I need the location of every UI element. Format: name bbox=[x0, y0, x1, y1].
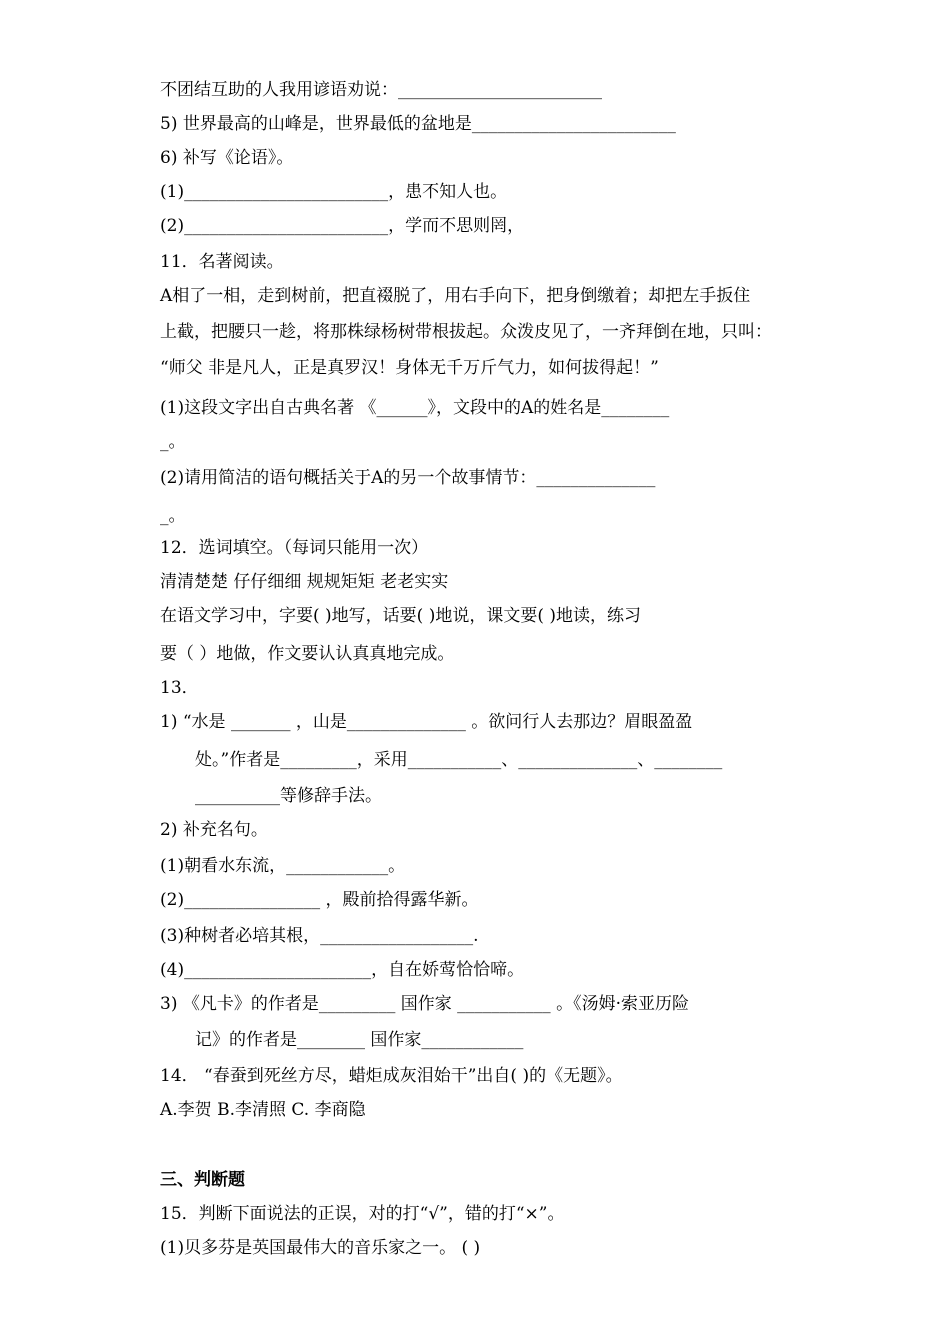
text-line: 要（ ）地做，作文要认认真真地完成。 bbox=[160, 644, 455, 664]
text-line: (4)______________________，自在娇莺恰恰啼。 bbox=[160, 960, 525, 980]
text-line: 处。”作者是_________，采用___________、______________、________ bbox=[195, 750, 723, 770]
passage-line: A相了一相，走到树前，把直裰脱了，用右手向下，把身倒缴着；却把左手扳住 bbox=[160, 286, 751, 306]
text-line: 5) 世界最高的山峰是，世界最低的盆地是________________________ bbox=[160, 114, 676, 134]
text-line: (1)朝看水东流，____________。 bbox=[160, 856, 406, 876]
text-line: _。 bbox=[160, 432, 186, 452]
text-line: 不团结互助的人我用谚语劝说：________________________ bbox=[160, 80, 602, 100]
text-line: 3) 《凡卡》的作者是_________ 国作家 ___________ 。《汤姆·索亚历险 bbox=[160, 994, 689, 1014]
question-title: 14． “春蚕到死丝方尽，蜡炬成灰泪始干”出自( )的《无题》。 bbox=[160, 1066, 623, 1086]
text-line: 6) 补写《论语》。 bbox=[160, 148, 294, 168]
text-line: _。 bbox=[160, 506, 186, 526]
text-line: 1) “水是 _______ ，山是______________ 。欲问行人去那边？眉眼盈盈 bbox=[160, 712, 693, 732]
question-title: 15．判断下面说法的正误，对的打“√”，错的打“×”。 bbox=[160, 1204, 565, 1224]
text-line: 记》的作者是________ 国作家____________ bbox=[195, 1030, 524, 1050]
question-title: 12．选词填空。（每词只能用一次） bbox=[160, 538, 429, 558]
question-title: 13． bbox=[160, 678, 199, 698]
word-options: 清清楚楚 仔仔细细 规规矩矩 老老实实 bbox=[160, 572, 449, 592]
text-line: __________等修辞手法。 bbox=[195, 786, 382, 806]
text-line: (2)________________ ，殿前拾得露华新。 bbox=[160, 890, 479, 910]
text-line: (1)________________________，患不知人也。 bbox=[160, 182, 508, 202]
text-line: 2) 补充名句。 bbox=[160, 820, 268, 840]
text-line: (1)贝多芬是英国最伟大的音乐家之一。 ( ) bbox=[160, 1238, 481, 1258]
text-line: (3)种树者必培其根，__________________. bbox=[160, 926, 479, 946]
section-heading: 三、判断题 bbox=[160, 1170, 245, 1190]
passage-line: 上截，把腰只一趁，将那株绿杨树带根拔起。众泼皮见了，一齐拜倒在地，只叫： bbox=[160, 322, 772, 342]
text-line: (2)________________________，学而不思则罔， bbox=[160, 216, 525, 236]
passage-line: “师父 非是凡人，正是真罗汉！身体无千万斤气力，如何拔得起！” bbox=[160, 358, 659, 378]
answer-options: A.李贺 B.李清照 C. 李商隐 bbox=[160, 1100, 366, 1120]
text-line: (2)请用简洁的语句概括关于A的另一个故事情节：______________ bbox=[160, 468, 656, 488]
question-title: 11．名著阅读。 bbox=[160, 252, 284, 272]
text-line: (1)这段文字出自古典名著 《______》，文段中的A的姓名是________ bbox=[160, 398, 670, 418]
text-line: 在语文学习中，字要( )地写，话要( )地说，课文要( )地读，练习 bbox=[160, 606, 642, 626]
